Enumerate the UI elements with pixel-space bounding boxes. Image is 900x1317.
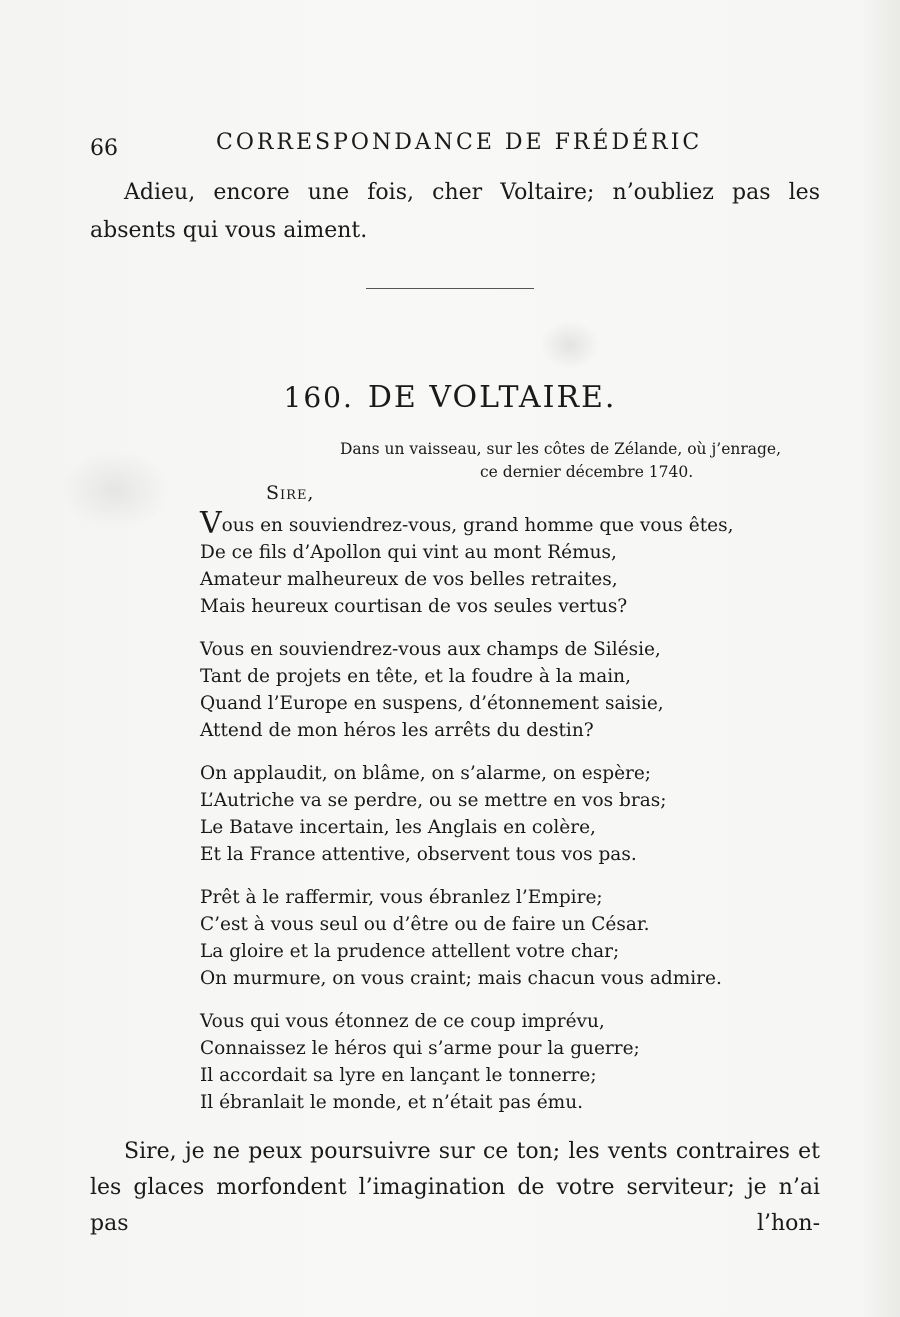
stanza	[200, 884, 760, 992]
stanza	[200, 506, 760, 620]
verse-line: L’Autriche va se perdre, ou se mettre en vos bras;	[200, 790, 667, 811]
verse-line: C’est à vous seul ou d’être ou de faire un César.	[200, 914, 650, 935]
letter-title: DE VOLTAIRE.	[367, 380, 617, 415]
salutation: Sire,	[266, 482, 315, 504]
verse-line: On applaudit, on blâme, on s’alarme, on espère;	[200, 763, 652, 784]
verse-line: Et la France attentive, observent tous vos pas.	[200, 844, 637, 865]
dateline-line-1: Dans un vaisseau, sur les côtes de Zélande, où j’enrage,	[340, 440, 782, 458]
verse-line: La gloire et la prudence attellent votre char;	[200, 941, 620, 962]
dateline-line-2: ce dernier décembre 1740.	[480, 463, 694, 481]
paper-stain	[60, 450, 170, 530]
intro-paragraph	[90, 174, 820, 250]
closing-paragraph	[90, 1134, 820, 1242]
verse-line	[200, 506, 760, 541]
verse-line: De ce fils d’Apollon qui vint au mont Rémus,	[200, 542, 617, 563]
verse-line: Il accordait sa lyre en lançant le tonnerre;	[200, 1065, 597, 1086]
drop-cap: V	[200, 506, 222, 541]
verse-line: Tant de projets en tête, et la foudre à la main,	[200, 666, 631, 687]
verse-line: Amateur malheureux de vos belles retraites,	[200, 569, 618, 590]
verse-line: Vous qui vous étonnez de ce coup imprévu,	[200, 1011, 605, 1032]
page-number: 66	[90, 136, 118, 161]
verse-line: Mais heureux courtisan de vos seules vertus?	[200, 596, 628, 617]
stanza	[200, 636, 760, 744]
verse-line: Prêt à le raffermir, vous ébranlez l’Empire;	[200, 887, 603, 908]
intro-text: Adieu, encore une fois, cher Voltaire; n’oubliez pas les absents qui vous aiment.	[90, 180, 820, 243]
section-separator	[366, 288, 534, 289]
verse-line: Attend de mon héros les arrêts du destin?	[200, 720, 594, 741]
verse-line: Vous en souviendrez-vous aux champs de Silésie,	[200, 639, 661, 660]
running-head	[90, 128, 703, 162]
letter-number: 160.	[283, 381, 354, 414]
paper-stain	[540, 320, 600, 370]
verse-line: On murmure, on vous craint; mais chacun vous admire.	[200, 968, 722, 989]
poem	[200, 506, 760, 1132]
verse-line: Connaissez le héros qui s’arme pour la guerre;	[200, 1038, 640, 1059]
verse-line: Le Batave incertain, les Anglais en colère,	[200, 817, 596, 838]
stanza	[200, 760, 760, 868]
letter-heading	[0, 380, 900, 415]
stanza	[200, 1008, 760, 1116]
closing-text: Sire, je ne peux poursuivre sur ce ton; les vents contraires et les glaces morfondent l’imagination de votre serviteur; je n’ai pas l’hon-	[90, 1139, 820, 1236]
verse-line: Il ébranlait le monde, et n’était pas ému.	[200, 1092, 583, 1113]
verse-line: Quand l’Europe en suspens, d’étonnement saisie,	[200, 693, 664, 714]
page-edge-shadow	[860, 0, 900, 1317]
dateline	[340, 438, 810, 484]
running-title: CORRESPONDANCE DE FRÉDÉRIC	[216, 130, 703, 155]
verse-text: ous en souviendrez-vous, grand homme que vous êtes,	[221, 515, 734, 536]
